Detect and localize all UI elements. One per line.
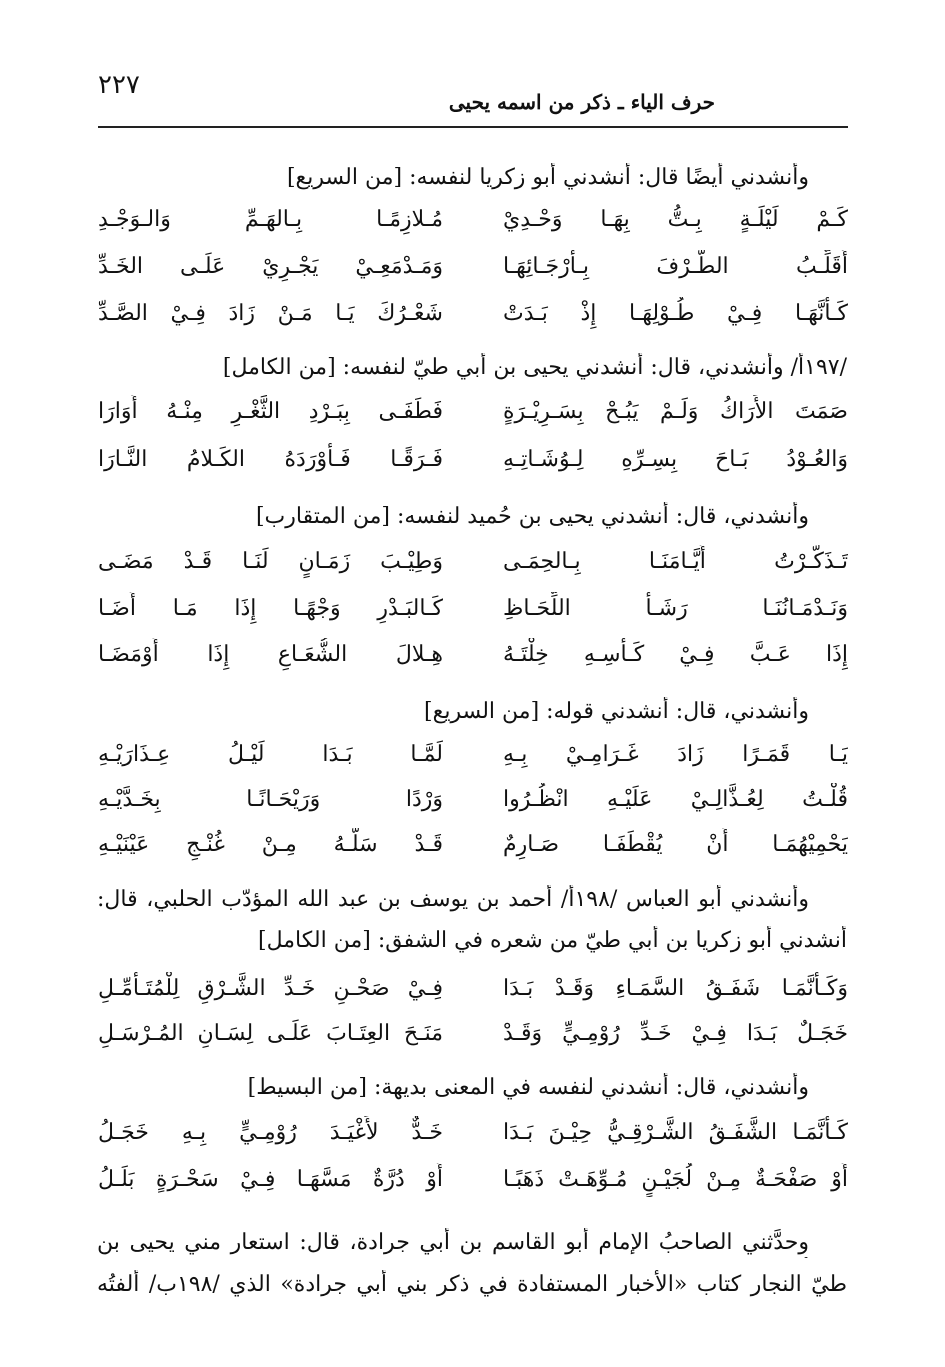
verse-line: [98, 592, 848, 626]
prose-line: وأنشدني، قال: أنشدني لنفسه في المعنى بديهة: [من البسيط]: [247, 1075, 809, 1100]
verse-second-hemistich: فَطَفَـى بِبَـرْدِ الثَّغْـرِ مِنْـهُ أُوَارَا: [98, 399, 443, 424]
verse-first-hemistich: كَـأَنَّهَـا فِـيْ طُـوْلِهَـا إِذْ بَـدَتْ: [503, 301, 848, 326]
verse-line: [98, 297, 848, 331]
prose-line: /١٩٧أ/ وأنشدني، قال: أنشدني يحيى بن أبي طيّ لنفسه: [من الكامل]: [222, 355, 847, 380]
verse-first-hemistich: صَمَتَ الأَرَاكُ وَلَـمْ يَبُـحْ بِسَـرِيْـرَةٍ: [503, 399, 848, 424]
verse-second-hemistich: لَمَّـا بَـدَا لَيْـلُ عِـذَارَيْـهِ: [98, 742, 443, 767]
verse-second-hemistich: شَعْـرُكَ يَـا مَـنْ زَادَ فِـيْ الصَّـدِّ: [98, 301, 443, 326]
verse-line: [98, 250, 848, 284]
header-divider: [98, 126, 848, 128]
verse-line: [98, 443, 848, 477]
prose-line: وأنشدني أيضًا قال: أنشدني أبو زكريا لنفسه: [من السريع]: [286, 165, 809, 190]
verse-first-hemistich: وَنَـدْمَـانُنَـا رَشَـأٌ اللِّحَـاظِ: [503, 596, 848, 621]
verse-first-hemistich: خَجَـلٌ بَـدَا فِـيْ خَـدِّ رُوْمِـيٍّ وَقَـدْ: [503, 1021, 848, 1046]
verse-line: [98, 203, 848, 237]
prose-line: وأنشدني أبو العباس /١٩٨أ/ أحمد بن يوسف بن عبد الله المؤدّب الحلبي، قال:: [97, 887, 809, 912]
prose-line: أنشدني أبو زكريا بن أبي طيّ من شعره في الشفق: [من الكامل]: [258, 928, 847, 953]
verse-first-hemistich: إِذَا عَـبَّ فِـيْ كَـأْسِـهِ خِلْتَـهُ: [503, 642, 848, 667]
verse-second-hemistich: وَطِيْـبَ زَمَـانٍ لَنَـا قَـدْ مَضَـى: [98, 549, 443, 574]
verse-line: [98, 638, 848, 672]
verse-second-hemistich: وَرْدًا وَرَيْحَـانًـا بِخَـدَّيْـهِ: [98, 787, 443, 812]
verse-line: [98, 1163, 848, 1197]
prose-line: طيّ النجار كتاب «الأخبار المستفادة في ذكر بني أبي جرادة» الذي /١٩٨ب/ ألفتُه: [97, 1272, 847, 1297]
verse-second-hemistich: مَنَـحَ العِتَـابَ عَلَـى لِسَـانِ المُـرْسَـلِ: [98, 1021, 443, 1046]
verse-second-hemistich: كَـالبَـدْرِ وَجْهًـا إِذَا مَـا أَضَـا: [98, 596, 443, 621]
verse-first-hemistich: أُقَلِّـبُ الطَّـرْفَ بِـأَرْجَـائِهَـا: [503, 254, 848, 279]
verse-first-hemistich: قُلْـتُ لِعُـذَّالِـيْ عَلَيْـهِ انْظُـرُوا: [503, 787, 848, 812]
verse-first-hemistich: وَالعُـوْدُ بَـاحَ بِسِـرِّهِ لِـوُشَـاتِـهِ: [503, 447, 848, 472]
verse-second-hemistich: وَمَـدْمَعِـيْ يَجْـرِيْ عَلَـى الخَـدِّ: [98, 254, 443, 279]
verse-line: [98, 972, 848, 1006]
verse-first-hemistich: وَكَـأَنَّمَـا شَفَـقُ السَّمَـاءِ وَقَـدْ بَـدَا: [503, 976, 848, 1001]
verse-line: [98, 545, 848, 579]
verse-first-hemistich: يَـا قَمَـرًا زَادَ غَـرَامِـيْ بِـهِ: [503, 742, 848, 767]
running-header: حرف الياء ـ ذكر من اسمه يحيى: [448, 90, 715, 114]
prose-line: وحدَّثني الصاحبُ الإمام أبو القاسم بن أبي جرادة، قال: استعار مني يحيى بن: [97, 1230, 809, 1255]
verse-first-hemistich: أَوْ صَفْحَـةٌ مِـنْ لُجَيْـنٍ مُـوِّهَـتْ ذَهَبًـا: [503, 1167, 848, 1192]
verse-second-hemistich: أَوْ دُرَّةٌ مَسَّهَـا فِـيْ سَحْـرَةٍ بَلَـلُ: [98, 1167, 443, 1192]
verse-first-hemistich: يَحْمِيْهُمَـا أَنْ يُقْطَفَـا صَـارِمٌ: [503, 832, 848, 857]
verse-line: [98, 783, 848, 817]
verse-second-hemistich: مُـلازِمًـا بِـالهَـمِّ وَالـوَجْـدِ: [98, 207, 443, 232]
verse-second-hemistich: خَـدٌّ لأَغْيَـدَ رُوْمِـيٍّ بِـهِ خَجَـلُ: [98, 1120, 443, 1145]
verse-line: [98, 395, 848, 429]
verse-first-hemistich: تَـذَكَّـرْتُ أَيَّـامَنَـا بِـالحِمَـى: [503, 549, 848, 574]
verse-second-hemistich: فِـيْ صَحْـنِ خَـدِّ الشَّـرْقِ لِلْمُتَـأَمِّـلِ: [98, 976, 443, 1001]
verse-second-hemistich: فَـرَقًـا فَـأَوْرَدَهُ الكَـلامُ النَّـارَا: [98, 447, 443, 472]
prose-line: وأنشدني، قال: أنشدني يحيى بن حُميد لنفسه: [من المتقارب]: [255, 504, 809, 529]
verse-first-hemistich: كَـمْ لَيْلَـةٍ بِـتُّ بِهَـا وَحْـدِيْ: [503, 207, 848, 232]
verse-line: [98, 738, 848, 772]
verse-line: [98, 1116, 848, 1150]
verse-first-hemistich: كَـأَنَّمَـا الشَّفَـقُ الشَّـرْقِـيُّ حِيْـنَ بَـدَا: [503, 1120, 848, 1145]
page-number: ٢٢٧: [98, 70, 140, 100]
verse-second-hemistich: قَـدْ سَلَّـهُ مِـنْ غُنْـجِ عَيْنَيْـهِ: [98, 832, 443, 857]
verse-line: [98, 828, 848, 862]
verse-line: [98, 1017, 848, 1051]
verse-second-hemistich: هِـلالَ الشُّعَـاعِ إِذَا أَوْمَضَـا: [98, 642, 443, 667]
prose-line: وأنشدني، قال: أنشدني قوله: [من السريع]: [424, 699, 809, 724]
